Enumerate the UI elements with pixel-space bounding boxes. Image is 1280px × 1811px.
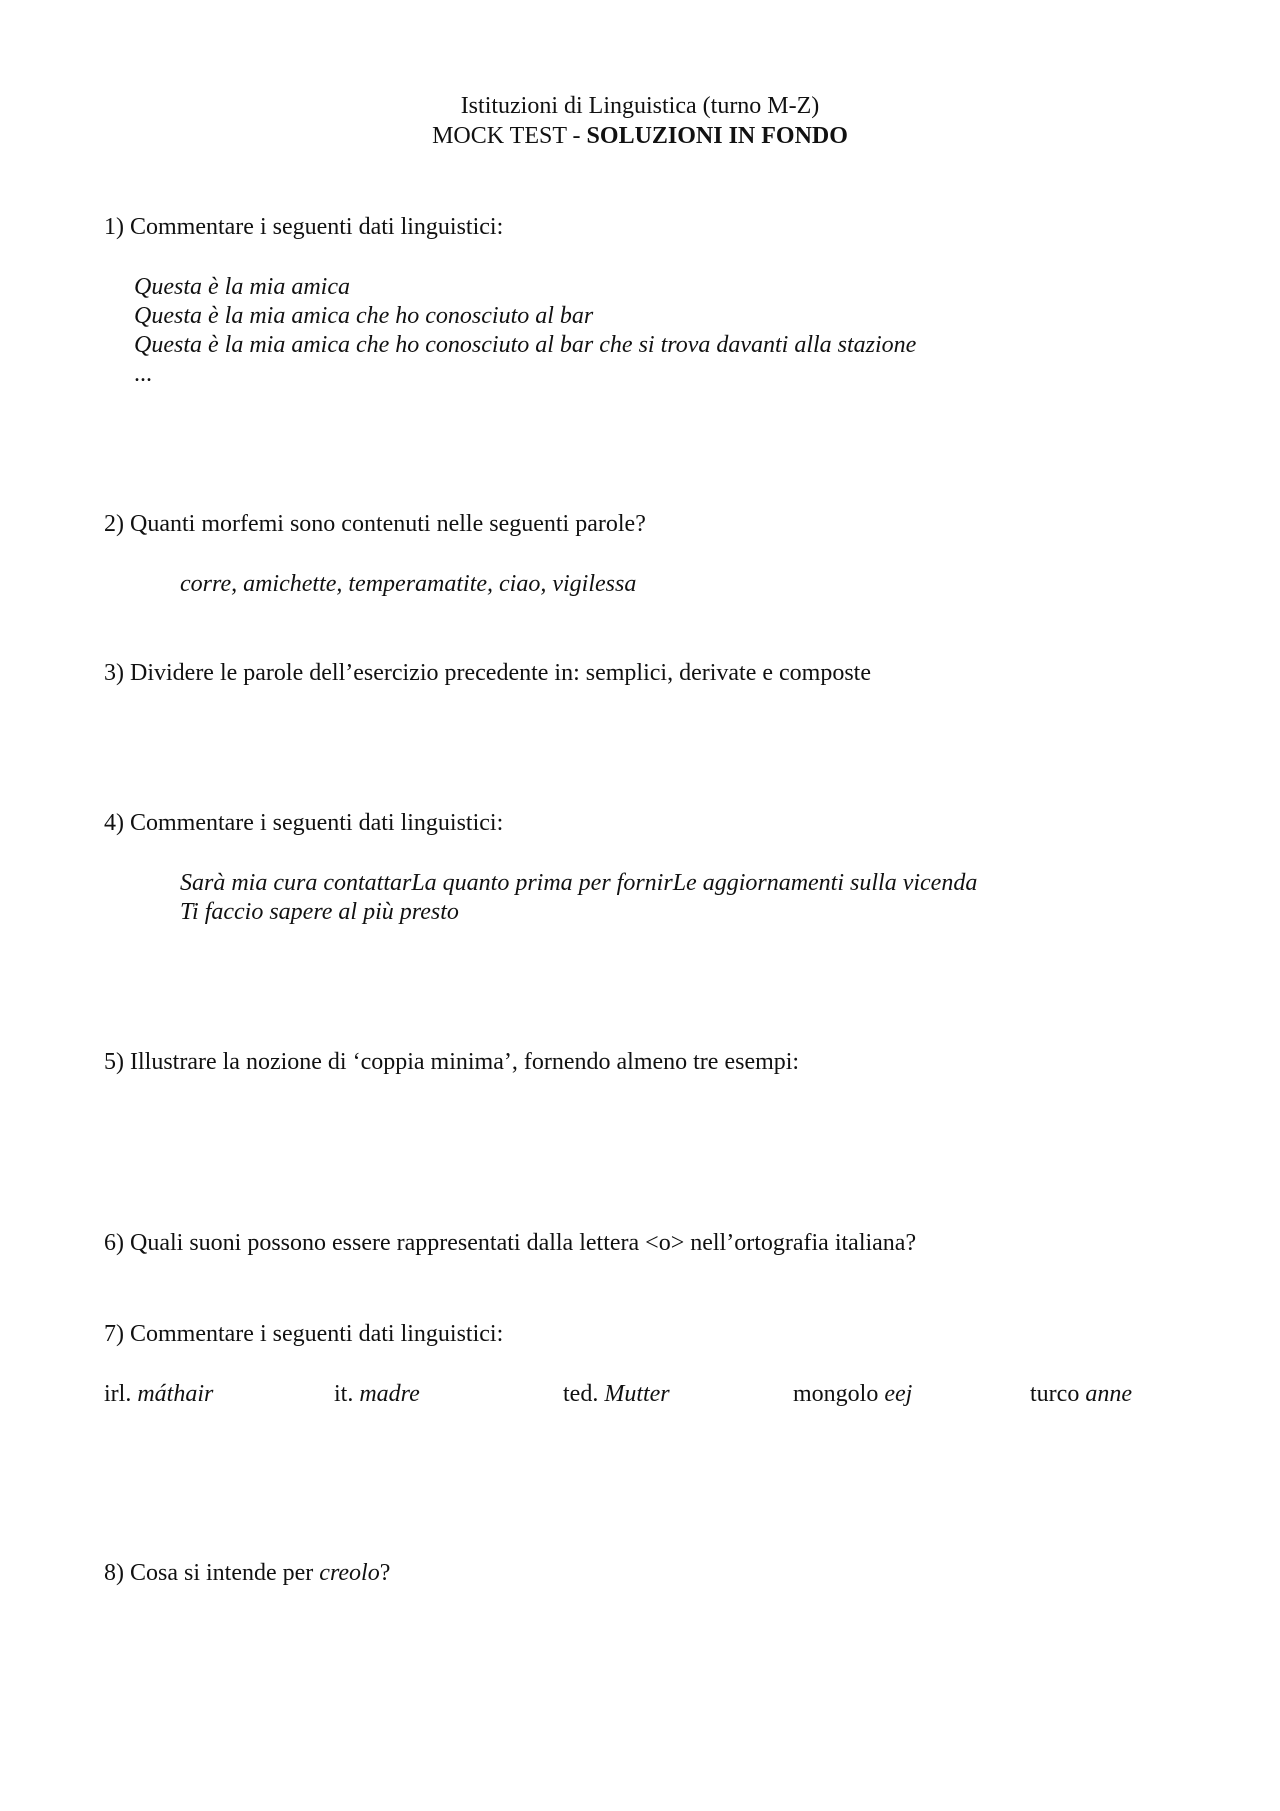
item-language: mongolo [793, 1381, 879, 1407]
document-title: Istituzioni di Linguistica (turno M-Z) [460, 93, 820, 119]
question-4-example-2: Ti faccio sapere al più presto [180, 899, 459, 925]
item-language: irl. [104, 1381, 132, 1407]
question-1-example-3: Questa è la mia amica che ho conosciuto al bar che si trova davanti alla stazione [134, 332, 917, 358]
question-2-prompt: 2) Quanti morfemi sono contenuti nelle seguenti parole? [104, 511, 646, 537]
item-language: turco [1030, 1381, 1080, 1407]
question-3-prompt: 3) Dividere le parole dell’esercizio precedente in: semplici, derivate e composte [104, 660, 871, 686]
question-8-term: creolo [319, 1560, 380, 1586]
question-7-item [334, 1379, 420, 1409]
question-6-prompt: 6) Quali suoni possono essere rappresentati dalla lettera <o> nell’ortografia italiana? [104, 1230, 917, 1256]
item-word: Mutter [604, 1381, 670, 1407]
question-1-prompt: 1) Commentare i seguenti dati linguistici: [104, 214, 504, 240]
question-1-ellipsis: ... [134, 361, 152, 387]
question-1-example-1: Questa è la mia amica [134, 274, 350, 300]
question-5-prompt: 5) Illustrare la nozione di ‘coppia minima’, fornendo almeno tre esempi: [104, 1049, 800, 1075]
item-word: anne [1085, 1381, 1132, 1407]
question-8-suffix: ? [379, 1560, 391, 1586]
item-word: eej [884, 1381, 913, 1407]
item-language: ted. [563, 1381, 599, 1407]
question-2-words: corre, amichette, temperamatite, ciao, vigilessa [180, 571, 637, 597]
document-subtitle [0, 121, 1280, 151]
question-1-example-2: Questa è la mia amica che ho conosciuto al bar [134, 303, 594, 329]
question-7-item [104, 1379, 213, 1409]
item-word: máthair [137, 1381, 214, 1407]
question-4-prompt: 4) Commentare i seguenti dati linguistici: [104, 810, 504, 836]
subtitle-prefix: MOCK TEST - [432, 123, 587, 149]
question-8-prompt [104, 1558, 390, 1588]
item-language: it. [334, 1381, 354, 1407]
subtitle-bold: SOLUZIONI IN FONDO [586, 123, 848, 149]
question-7-item [563, 1379, 670, 1409]
question-7-item [1030, 1379, 1132, 1409]
question-7-item [793, 1379, 912, 1409]
item-word: madre [359, 1381, 420, 1407]
question-8-prefix: 8) Cosa si intende per [104, 1560, 320, 1586]
question-4-example-1: Sarà mia cura contattarLa quanto prima per fornirLe aggiornamenti sulla vicenda [180, 870, 978, 896]
question-7-prompt: 7) Commentare i seguenti dati linguistici: [104, 1321, 504, 1347]
